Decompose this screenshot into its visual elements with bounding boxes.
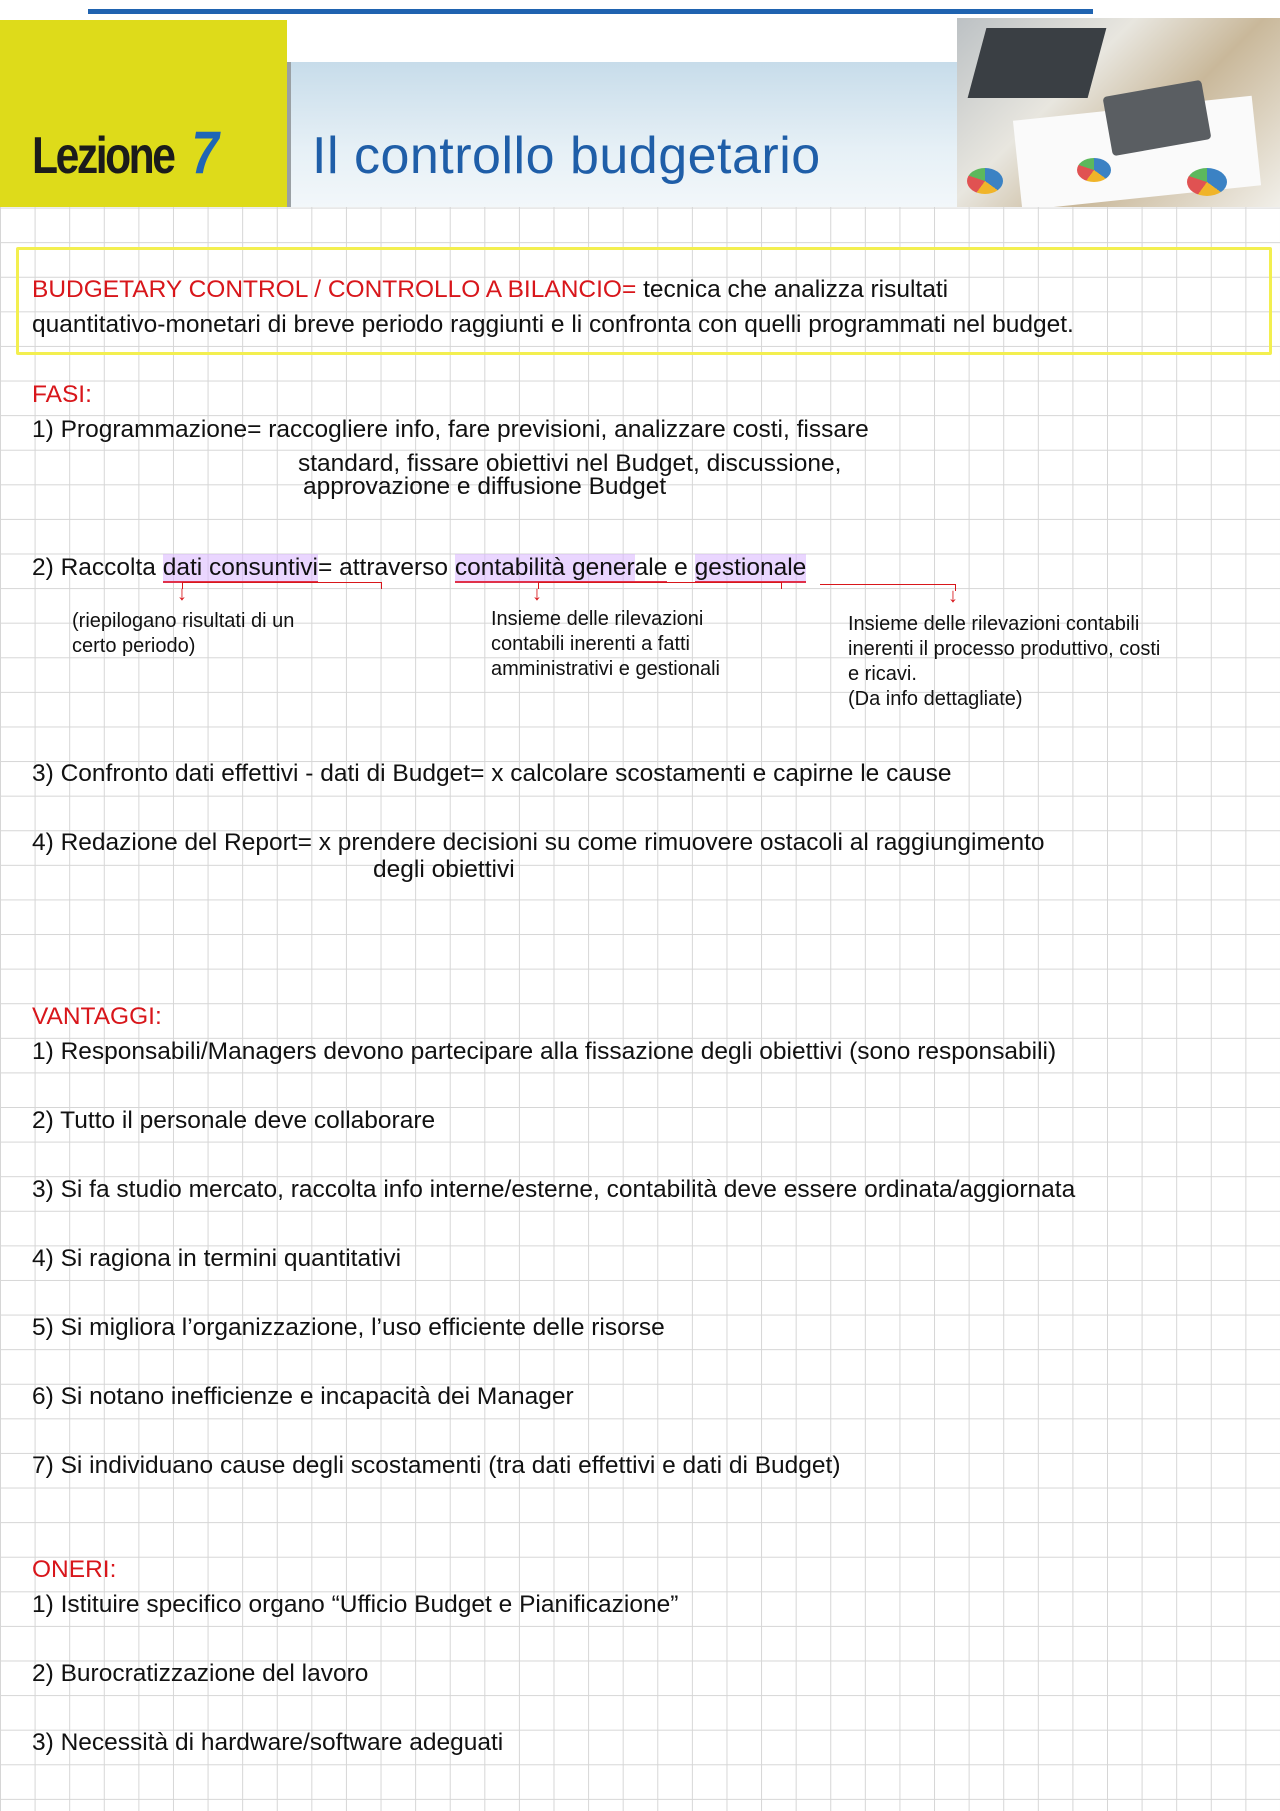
fase-1-line-3: approvazione e diffusione Budget [303,473,667,500]
fase-4-line-2: degli obiettivi [373,856,515,883]
annotation-bracket [538,582,782,589]
laptop-image [968,28,1107,98]
pie-chart-image [1187,168,1227,196]
note-contabilita-gestionale: Insieme delle rilevazioni contabili inerenti il processo produttivo, costi e ricavi. (Da info dettagliate) [848,613,1161,710]
contabilita-generale-highlight: contabilità gener [454,554,635,581]
note-contabilita-generale: Insieme delle rilevazioni contabili inerenti a fatti amministrativi e gestionali [491,608,720,680]
vantaggio-item: 2) Tutto il personale deve collaborare [32,1107,436,1134]
lesson-header [0,0,1280,207]
onere-item: 1) Istituire specifico organo “Ufficio Budget e Pianificazione” [32,1591,679,1618]
fase-4-line-1: 4) Redazione del Report= x prendere decisioni su come rimuovere ostacoli al raggiungimento [32,829,1045,856]
oneri-heading: ONERI: [32,1556,117,1583]
arrow-down-icon: ↓ [948,585,958,607]
fase-1-line-2: standard, fissare obiettivi nel Budget, discussione, [298,450,842,477]
arrow-down-icon: ↓ [532,583,542,605]
gestionale-highlight: gestionale [694,554,807,581]
page-title: Il controllo budgetario [312,127,821,185]
pie-chart-image [1077,158,1111,182]
dati-consuntivi-highlight: dati consuntivi [162,554,318,581]
vantaggio-item: 7) Si individuano cause degli scostamenti (tra dati effettivi e dati di Budget) [32,1452,841,1479]
vantaggio-item: 3) Si fa studio mercato, raccolta info interne/esterne, contabilità deve essere ordinata/aggiornata [32,1176,1076,1203]
annotation-bracket [820,584,956,591]
vantaggio-item: 4) Si ragiona in termini quantitativi [32,1245,402,1272]
fase-3: 3) Confronto dati effettivi - dati di Budget= x calcolare scostamenti e capirne le cause [32,760,952,787]
definition-term: BUDGETARY CONTROL / CONTROLLO A BILANCIO= [32,276,637,303]
pie-chart-image [967,168,1003,194]
vantaggio-item: 1) Responsabili/Managers devono partecipare alla fissazione degli obiettivi (sono responsabili) [32,1038,1057,1065]
fase-2: 2) Raccolta dati consuntivi= attraverso contabilità generale e gestionale [32,554,807,581]
definition-line-1: BUDGETARY CONTROL / CONTROLLO A BILANCIO= tecnica che analizza risultati [32,276,949,303]
onere-item: 2) Burocratizzazione del lavoro [32,1660,369,1687]
vantaggio-item: 5) Si migliora l’organizzazione, l’uso efficiente delle risorse [32,1314,665,1341]
note-dati-consuntivi: (riepilogano risultati di un certo periodo) [72,610,295,657]
fasi-heading: FASI: [32,381,92,408]
header-top-line [88,9,1093,14]
arrow-down-icon: ↓ [177,583,187,605]
annotation-bracket [182,582,382,589]
vantaggi-heading: VANTAGGI: [32,1003,162,1030]
definition-line-2: quantitativo-monetari di breve periodo raggiunti e li confronta con quelli programmati nel budget. [32,311,1074,338]
header-photo [957,18,1280,207]
onere-item: 3) Necessità di hardware/software adeguati [32,1729,504,1756]
vantaggio-item: 6) Si notano inefficienze e incapacità dei Manager [32,1383,574,1410]
fase-1-line-1: 1) Programmazione= raccogliere info, fare previsioni, analizzare costi, fissare [32,416,869,443]
lesson-number: 7 [191,119,217,186]
lesson-label: Lezione 7 [32,119,217,186]
